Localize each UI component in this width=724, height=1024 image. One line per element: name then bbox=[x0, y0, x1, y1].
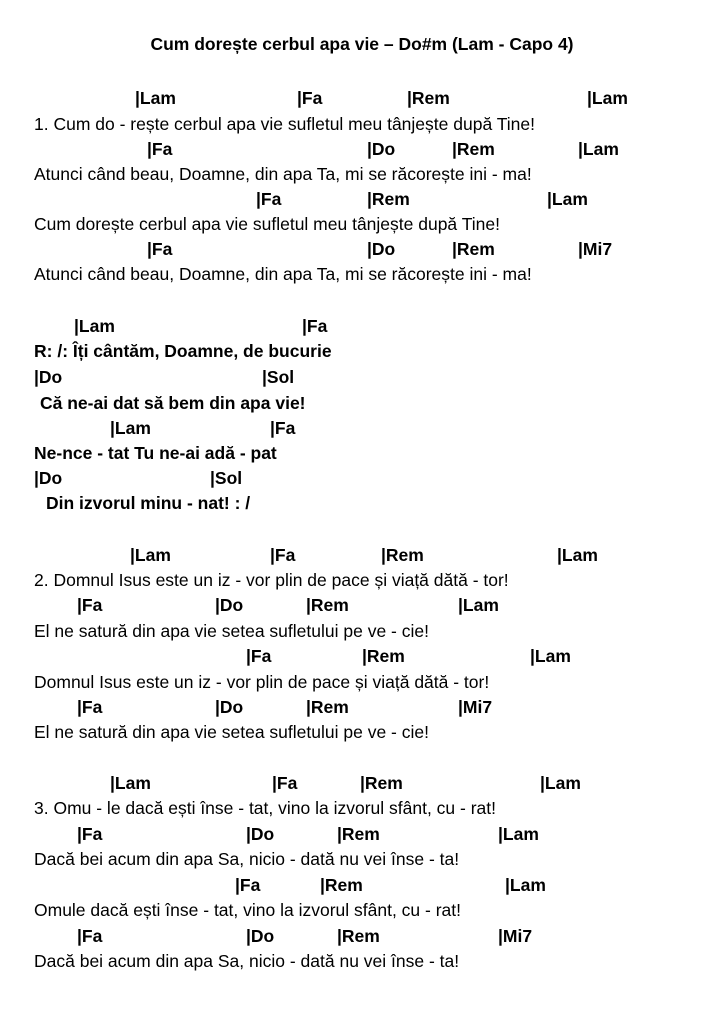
chord: |Rem bbox=[407, 88, 450, 108]
chord-line bbox=[0, 468, 724, 492]
chord: |Sol bbox=[210, 468, 243, 488]
chord: |Lam bbox=[540, 773, 581, 793]
chord: |Sol bbox=[262, 367, 295, 387]
chord-line bbox=[0, 824, 724, 848]
chord: |Lam bbox=[547, 189, 588, 209]
chord-line bbox=[0, 88, 724, 112]
chord: |Rem bbox=[337, 824, 380, 844]
chord: |Fa bbox=[297, 88, 323, 108]
lyric-line: Domnul Isus este un iz - vor plin de pace și viață dătă - tor! bbox=[34, 672, 490, 692]
chord-line bbox=[0, 239, 724, 263]
chord: |Fa bbox=[270, 545, 296, 565]
chord: |Lam bbox=[530, 646, 571, 666]
chord: |Do bbox=[367, 139, 396, 159]
chord: |Lam bbox=[505, 875, 546, 895]
chord: |Fa bbox=[246, 646, 272, 666]
lyric-line: Atunci când beau, Doamne, din apa Ta, mi se răcorește ini - ma! bbox=[34, 164, 532, 184]
chord: |Fa bbox=[302, 316, 328, 336]
chord: |Mi7 bbox=[498, 926, 533, 946]
chord: |Do bbox=[34, 367, 63, 387]
chord: |Lam bbox=[110, 773, 151, 793]
chord: |Fa bbox=[77, 595, 103, 615]
chord-line bbox=[0, 595, 724, 619]
chord: |Do bbox=[215, 595, 244, 615]
chord: |Fa bbox=[272, 773, 298, 793]
chord: |Lam bbox=[130, 545, 171, 565]
chord: |Lam bbox=[557, 545, 598, 565]
refrain-line: Că ne-ai dat să bem din apa vie! bbox=[40, 393, 306, 413]
lyric-line: 2. Domnul Isus este un iz - vor plin de pace și viață dătă - tor! bbox=[34, 570, 509, 590]
chord: |Do bbox=[34, 468, 63, 488]
chord: |Lam bbox=[578, 139, 619, 159]
chord-line bbox=[0, 367, 724, 391]
chord: |Fa bbox=[77, 926, 103, 946]
chord: |Rem bbox=[367, 189, 410, 209]
chord: |Lam bbox=[74, 316, 115, 336]
chord: |Fa bbox=[147, 139, 173, 159]
chord: |Rem bbox=[337, 926, 380, 946]
chord: |Fa bbox=[147, 239, 173, 259]
chord-line bbox=[0, 418, 724, 442]
chord: |Rem bbox=[320, 875, 363, 895]
chord: |Lam bbox=[135, 88, 176, 108]
chord: |Rem bbox=[362, 646, 405, 666]
chord-line bbox=[0, 545, 724, 569]
chord: |Mi7 bbox=[458, 697, 493, 717]
lyric-line: Atunci când beau, Doamne, din apa Ta, mi se răcorește ini - ma! bbox=[34, 264, 532, 284]
chord: |Fa bbox=[270, 418, 296, 438]
chord: |Rem bbox=[360, 773, 403, 793]
chord: |Mi7 bbox=[578, 239, 613, 259]
chord-line bbox=[0, 139, 724, 163]
chord-line bbox=[0, 697, 724, 721]
chord: |Rem bbox=[306, 595, 349, 615]
chord-line bbox=[0, 875, 724, 899]
refrain-line: Din izvorul minu - nat! : / bbox=[46, 493, 251, 513]
lyric-line: Dacă bei acum din apa Sa, nicio - dată nu vei înse - ta! bbox=[34, 951, 460, 971]
refrain-line: R: /: Îți cântăm, Doamne, de bucurie bbox=[34, 341, 332, 361]
chord: |Rem bbox=[306, 697, 349, 717]
chord: |Lam bbox=[110, 418, 151, 438]
chord-line bbox=[0, 773, 724, 797]
chord-line bbox=[0, 926, 724, 950]
chord-line bbox=[0, 189, 724, 213]
chord-line bbox=[0, 646, 724, 670]
chord: |Fa bbox=[77, 824, 103, 844]
chord: |Lam bbox=[498, 824, 539, 844]
lyric-line: El ne satură din apa vie setea sufletului pe ve - cie! bbox=[34, 621, 429, 641]
lyric-line: El ne satură din apa vie setea sufletului pe ve - cie! bbox=[34, 722, 429, 742]
song-title: Cum dorește cerbul apa vie – Do#m (Lam - Capo 4) bbox=[150, 34, 574, 54]
lyric-line: 3. Omu - le dacă ești înse - tat, vino la izvorul sfânt, cu - rat! bbox=[34, 798, 496, 818]
chord: |Do bbox=[246, 926, 275, 946]
chord: |Rem bbox=[452, 239, 495, 259]
chord: |Fa bbox=[77, 697, 103, 717]
refrain-line: Ne-nce - tat Tu ne-ai adă - pat bbox=[34, 443, 277, 463]
chord: |Do bbox=[367, 239, 396, 259]
lyric-line: 1. Cum do - rește cerbul apa vie sufletul meu tânjește după Tine! bbox=[34, 114, 535, 134]
lyric-line: Cum dorește cerbul apa vie sufletul meu tânjește după Tine! bbox=[34, 214, 500, 234]
chord: |Lam bbox=[587, 88, 628, 108]
chord: |Do bbox=[246, 824, 275, 844]
chord-line bbox=[0, 316, 724, 340]
lyric-line: Omule dacă ești înse - tat, vino la izvorul sfânt, cu - rat! bbox=[34, 900, 461, 920]
chord: |Do bbox=[215, 697, 244, 717]
lyric-line: Dacă bei acum din apa Sa, nicio - dată nu vei înse - ta! bbox=[34, 849, 460, 869]
chord: |Fa bbox=[235, 875, 261, 895]
chord: |Lam bbox=[458, 595, 499, 615]
chord: |Fa bbox=[256, 189, 282, 209]
chord: |Rem bbox=[452, 139, 495, 159]
chord: |Rem bbox=[381, 545, 424, 565]
